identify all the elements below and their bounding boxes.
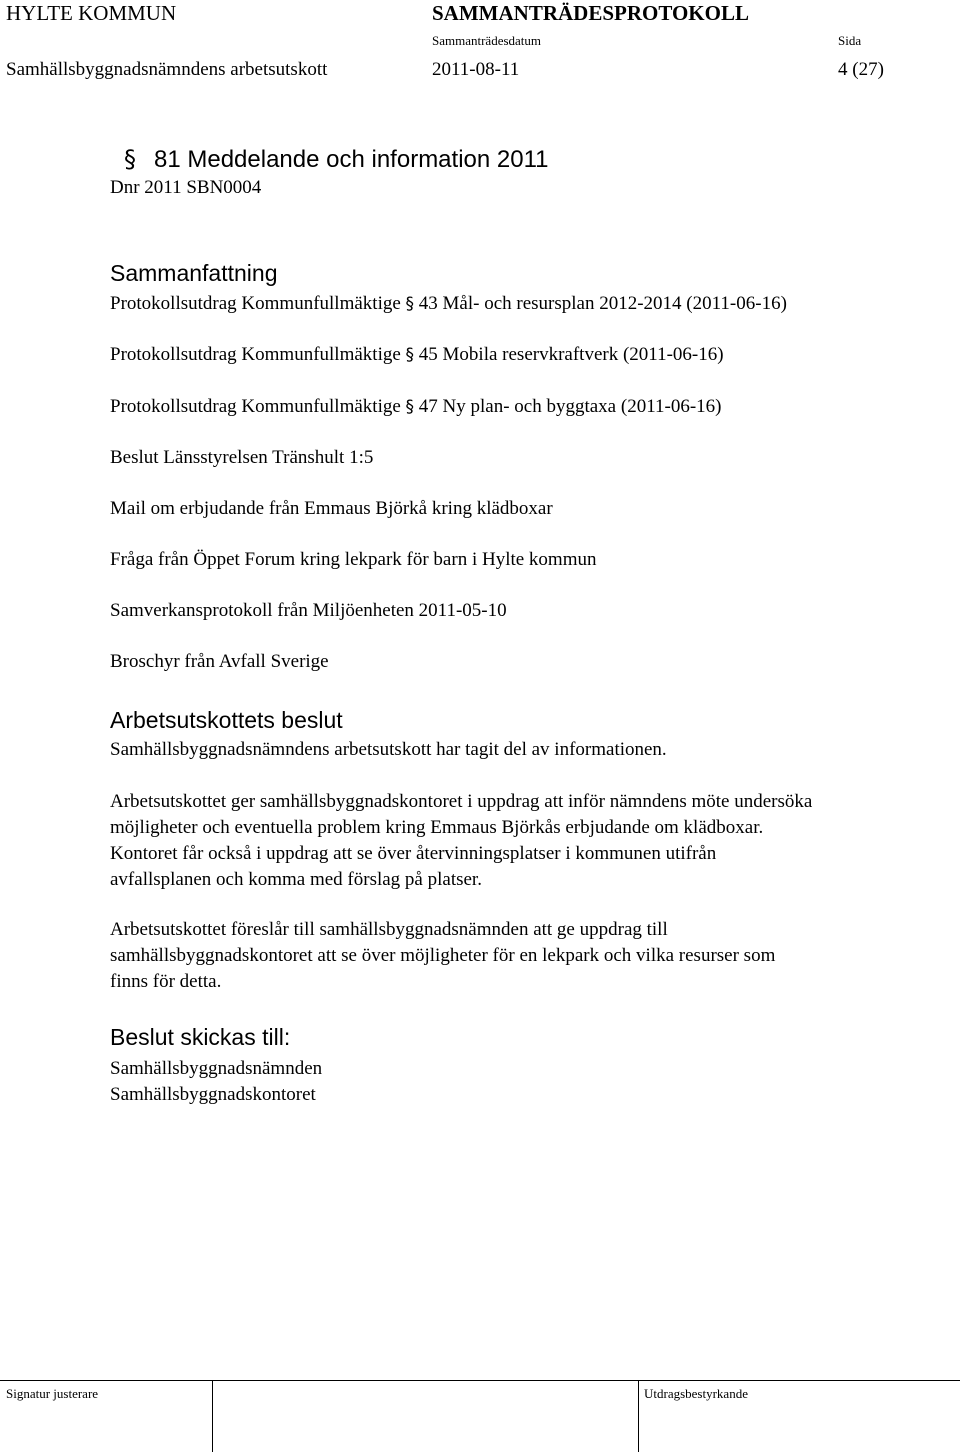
- decision-paragraph-line: Kontoret får också i uppdrag att se över återvinningsplatser i kommunen utifrån: [110, 843, 717, 864]
- summary-heading: Sammanfattning: [110, 260, 278, 286]
- recipient: Samhällsbyggnadsnämnden: [110, 1058, 323, 1079]
- summary-item: Protokollsutdrag Kommunfullmäktige § 43 Mål- och resursplan 2012-2014 (2011-06-16): [110, 293, 787, 314]
- summary-item: Protokollsutdrag Kommunfullmäktige § 47 Ny plan- och byggtaxa (2011-06-16): [110, 396, 722, 417]
- footer-divider: [0, 1380, 960, 1381]
- section-symbol: §: [124, 145, 136, 173]
- summary-item: Mail om erbjudande från Emmaus Björkå kring klädboxar: [110, 498, 553, 519]
- decision-paragraph-line: avfallsplanen och komma med förslag på platser.: [110, 869, 482, 890]
- summary-item: Broschyr från Avfall Sverige: [110, 651, 329, 672]
- summary-item: Samverkansprotokoll från Miljöenheten 2011-05-10: [110, 600, 507, 621]
- date-label: Sammanträdesdatum: [432, 33, 542, 48]
- section-symbol: §: [405, 294, 415, 314]
- decision-paragraph-line: Arbetsutskottet ger samhällsbyggnadskontoret i uppdrag att inför nämndens möte undersöka: [110, 791, 813, 812]
- page-label: Sida: [838, 33, 862, 48]
- section-symbol: §: [405, 397, 415, 417]
- committee-name: Samhällsbyggnadsnämndens arbetsutskott: [6, 59, 328, 80]
- summary-item: Fråga från Öppet Forum kring lekpark för barn i Hylte kommun: [110, 549, 597, 570]
- proposal-paragraph-line: Arbetsutskottet föreslår till samhällsbyggnadsnämnden att ge uppdrag till: [110, 919, 668, 940]
- dnr-number: Dnr 2011 SBN0004: [110, 177, 262, 198]
- proposal-paragraph-line: finns för detta.: [110, 971, 222, 992]
- extract-label: Utdragsbestyrkande: [644, 1386, 748, 1401]
- decision-paragraph-line: möjligheter och eventuella problem kring Emmaus Björkås erbjudande om klädboxar.: [110, 817, 764, 838]
- decision-heading: Arbetsutskottets beslut: [110, 707, 343, 733]
- summary-item: Protokollsutdrag Kommunfullmäktige § 45 Mobila reservkraftverk (2011-06-16): [110, 344, 724, 365]
- section-heading: [124, 144, 549, 175]
- recipient: Samhällsbyggnadskontoret: [110, 1084, 316, 1105]
- meeting-date: 2011-08-11: [432, 59, 520, 80]
- signature-box-divider: [212, 1380, 213, 1452]
- decision-paragraph: Samhällsbyggnadsnämndens arbetsutskott har tagit del av informationen.: [110, 739, 667, 760]
- signature-label: Signatur justerare: [6, 1386, 99, 1401]
- sent-to-heading: Beslut skickas till:: [110, 1024, 291, 1050]
- proposal-paragraph-line: samhällsbyggnadskontoret att se över möjligheter för en lekpark och vilka resurser som: [110, 945, 776, 966]
- section-title: 81 Meddelande och information 2011: [154, 146, 549, 173]
- summary-item: Beslut Länsstyrelsen Tränshult 1:5: [110, 447, 374, 468]
- section-symbol: §: [405, 345, 415, 365]
- org-name: HYLTE KOMMUN: [6, 1, 177, 25]
- page-number: 4 (27): [838, 59, 884, 80]
- extract-box-divider: [638, 1380, 639, 1452]
- document-type: SAMMANTRÄDESPROTOKOLL: [432, 1, 749, 25]
